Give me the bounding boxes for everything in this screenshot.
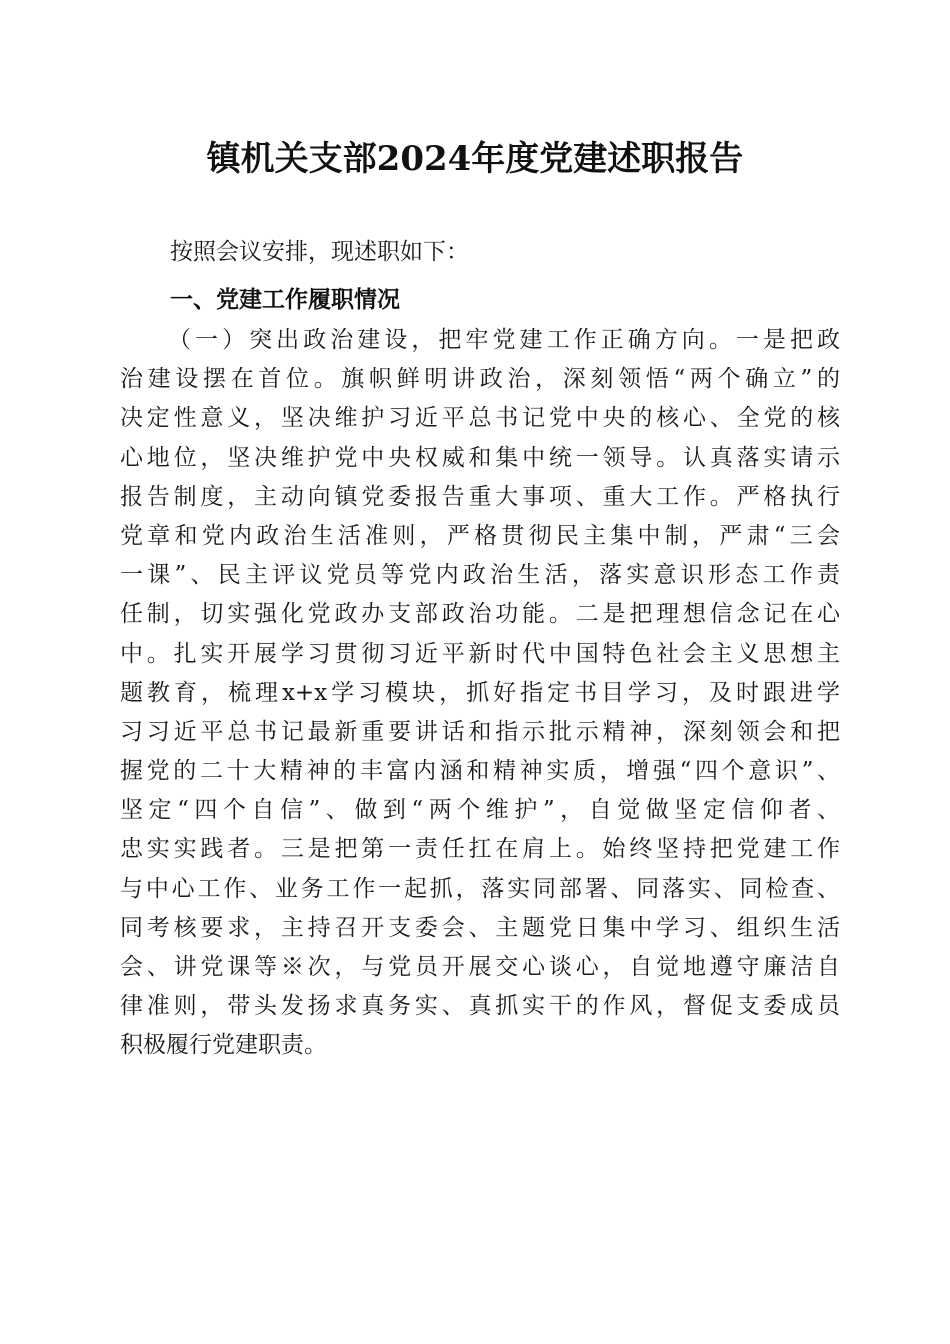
paragraph-line: 心地位，坚决维护党中央权威和集中统一领导。认真落实请示 [120,444,840,471]
paragraph-line: 党章和党内政治生活准则，严格贯彻民主集中制，严肃“三会 [120,522,840,549]
paragraph-line: 律准则，带头发扬求真务实、真抓实干的作风，督促支委成员 [120,993,840,1020]
paragraph-line: 积极履行党建职责。 [120,1032,327,1059]
document-title: 镇机关支部2024年度党建述职报告 [206,139,744,179]
paragraph-line: 中。扎实开展学习贯彻习近平新时代中国特色社会主义思想主 [120,640,840,667]
paragraph-line: 会、讲党课等※次，与党员开展交心谈心，自觉地遵守廉洁自 [120,954,840,980]
paragraph-line: 治建设摆在首位。旗帜鲜明讲政治，深刻领悟“两个确立”的 [120,366,840,393]
paragraph-line: 同考核要求，主持召开支委会、主题党日集中学习、组织生活 [120,914,840,941]
paragraph-line: （一）突出政治建设，把牢党建工作正确方向。一是把政 [168,327,840,353]
paragraph-line: 决定性意义，坚决维护习近平总书记党中央的核心、全党的核 [120,405,840,432]
paragraph-line: 一课”、民主评议党员等党内政治生活，落实意识形态工作责 [120,562,840,589]
paragraph-line: 忠实实践者。三是把第一责任扛在肩上。始终坚持把党建工作 [120,836,840,863]
paragraph-line: 坚定“四个自信”、做到“两个维护”，自觉做坚定信仰者、 [120,797,840,824]
paragraph-line: 报告制度，主动向镇党委报告重大事项、重大工作。严格执行 [120,483,840,510]
section-heading: 一、党建工作履职情况 [170,287,400,313]
paragraph-line: 任制，切实强化党政办支部政治功能。二是把理想信念记在心 [120,601,840,628]
paragraph-line: 题教育，梳理x+x学习模块，抓好指定书目学习，及时跟进学 [120,679,840,706]
body-paragraph [120,321,840,1066]
paragraph-line: 与中心工作、业务工作一起抓，落实同部署、同落实、同检查、 [120,875,840,902]
intro-text: 按照会议安排，现述职如下： [170,239,469,265]
paragraph-line: 握党的二十大精神的丰富内涵和精神实质，增强“四个意识”、 [120,758,840,785]
paragraph-line: 习习近平总书记最新重要讲话和指示批示精神，深刻领会和把 [120,718,840,745]
